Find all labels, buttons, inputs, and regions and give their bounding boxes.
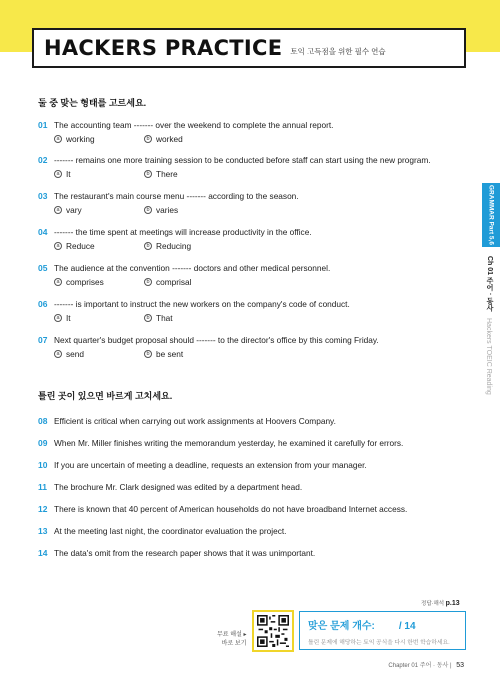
option-a-mark: a	[54, 242, 62, 250]
question-number: 02	[38, 155, 48, 165]
page-footer: Chapter 01 주어 · 동사 | 53	[388, 662, 464, 669]
question-item	[38, 335, 458, 359]
option-b-mark: b	[144, 206, 152, 214]
option-a-mark: a	[54, 314, 62, 322]
question-number: 10	[38, 460, 48, 470]
options	[38, 349, 458, 359]
option-b[interactable]: b That	[144, 313, 173, 323]
question-number: 05	[38, 263, 48, 273]
option-a[interactable]: a working	[54, 134, 144, 144]
options	[38, 277, 458, 287]
question-item	[38, 526, 458, 536]
qr-code-icon	[257, 615, 289, 647]
option-a[interactable]: a It	[54, 169, 144, 179]
option-b[interactable]: b worked	[144, 134, 183, 144]
option-b-mark: b	[144, 170, 152, 178]
option-b-mark: b	[144, 314, 152, 322]
options	[38, 134, 458, 144]
page-title: HACKERS PRACTICE	[44, 36, 283, 60]
options	[38, 205, 458, 215]
option-a[interactable]: a It	[54, 313, 144, 323]
options	[38, 241, 458, 251]
question-number: 14	[38, 548, 48, 558]
option-a[interactable]: a comprises	[54, 277, 144, 287]
question-number: 09	[38, 438, 48, 448]
options	[38, 313, 458, 323]
option-a-mark: a	[54, 278, 62, 286]
question-text: Efficient is critical when carrying out work assignments at Hoovers Company.	[54, 416, 336, 426]
question-item	[38, 120, 458, 144]
qr-code[interactable]	[252, 610, 294, 652]
score-box	[299, 611, 466, 650]
question-item	[38, 548, 458, 558]
option-a-mark: a	[54, 170, 62, 178]
question-text: The restaurant's main course menu ------- according to the season.	[54, 191, 299, 201]
option-a[interactable]: a send	[54, 349, 144, 359]
question-number: 11	[38, 482, 47, 492]
option-b-mark: b	[144, 278, 152, 286]
free-explanation-label: 무료 해설 ▸ 바로 보기	[217, 632, 247, 647]
side-book-label: Hackers TOEIC Reading	[485, 318, 492, 395]
options	[38, 169, 458, 179]
option-b[interactable]: b comprisal	[144, 277, 192, 287]
question-item	[38, 263, 458, 287]
option-b[interactable]: b There	[144, 169, 178, 179]
question-text: ------- is important to instruct the new workers on the company's code of conduct.	[54, 299, 350, 309]
question-text: The brochure Mr. Clark designed was edited by a department head.	[54, 482, 303, 492]
option-b[interactable]: b Reducing	[144, 241, 191, 251]
question-number: 01	[38, 120, 48, 130]
question-number: 07	[38, 335, 48, 345]
option-a[interactable]: a Reduce	[54, 241, 144, 251]
section1-instruction: 둘 중 맞는 형태를 고르세요.	[38, 98, 147, 108]
question-text: ------- the time spent at meetings will increase productivity in the office.	[54, 227, 312, 237]
question-text: The accounting team ------- over the weekend to complete the annual report.	[54, 120, 334, 130]
question-text: There is known that 40 percent of American households do not have broadband Internet access.	[54, 504, 408, 514]
page-subtitle: 토익 고득점을 위한 필수 연습	[290, 46, 386, 56]
score-note: 틀린 문제에 해당하는 토익 공식을 다시 한번 학습하세요.	[308, 640, 450, 646]
question-text: The data's omit from the research paper shows that it was unimportant.	[54, 548, 316, 558]
question-item	[38, 460, 458, 470]
question-number: 08	[38, 416, 48, 426]
question-item	[38, 299, 458, 323]
question-text: ------- remains one more training session to be conducted before staff can start using the new program.	[54, 155, 431, 165]
grammar-side-tab	[482, 183, 500, 247]
question-item	[38, 155, 458, 179]
side-chapter-label: Ch 01 주어 · 동사	[486, 256, 493, 312]
answer-reference: 정답·해석 p.13	[421, 600, 460, 607]
question-number: 03	[38, 191, 48, 201]
footer-chapter: Chapter 01 주어 · 동사	[388, 663, 449, 669]
question-text: When Mr. Miller finishes writing the memorandum yesterday, he examined it carefully for errors.	[54, 438, 404, 448]
section2-instruction: 틀린 곳이 있으면 바르게 고치세요.	[38, 391, 173, 401]
side-tab-label: GRAMMAR Part 5,6	[487, 185, 495, 245]
question-text: At the meeting last night, the coordinator evaluation the project.	[54, 526, 287, 536]
question-item	[38, 227, 458, 251]
header-box	[32, 28, 466, 68]
option-b[interactable]: b be sent	[144, 349, 183, 359]
option-a-mark: a	[54, 350, 62, 358]
question-number: 06	[38, 299, 48, 309]
question-item	[38, 504, 458, 514]
question-text: The audience at the convention ------- doctors and other medical personnel.	[54, 263, 331, 273]
score-total: / 14	[398, 621, 416, 632]
question-text: If you are uncertain of meeting a deadline, requests an extension from your manager.	[54, 460, 367, 470]
question-number: 04	[38, 227, 48, 237]
option-b-mark: b	[144, 350, 152, 358]
side-chapter	[484, 256, 494, 316]
option-a[interactable]: a vary	[54, 205, 144, 215]
option-b[interactable]: b varies	[144, 205, 178, 215]
side-book-title	[485, 318, 492, 400]
question-text: Next quarter's budget proposal should ------- to the director's office by this coming Friday.	[54, 335, 379, 345]
option-a-mark: a	[54, 206, 62, 214]
question-item	[38, 416, 458, 426]
question-number: 13	[38, 526, 48, 536]
score-label: 맞은 문제 개수:	[308, 621, 375, 632]
option-b-mark: b	[144, 135, 152, 143]
question-item	[38, 482, 458, 492]
question-item	[38, 191, 458, 215]
option-b-mark: b	[144, 242, 152, 250]
option-a-mark: a	[54, 135, 62, 143]
question-item	[38, 438, 458, 448]
question-number: 12	[38, 504, 48, 514]
page-number: 53	[456, 662, 464, 669]
